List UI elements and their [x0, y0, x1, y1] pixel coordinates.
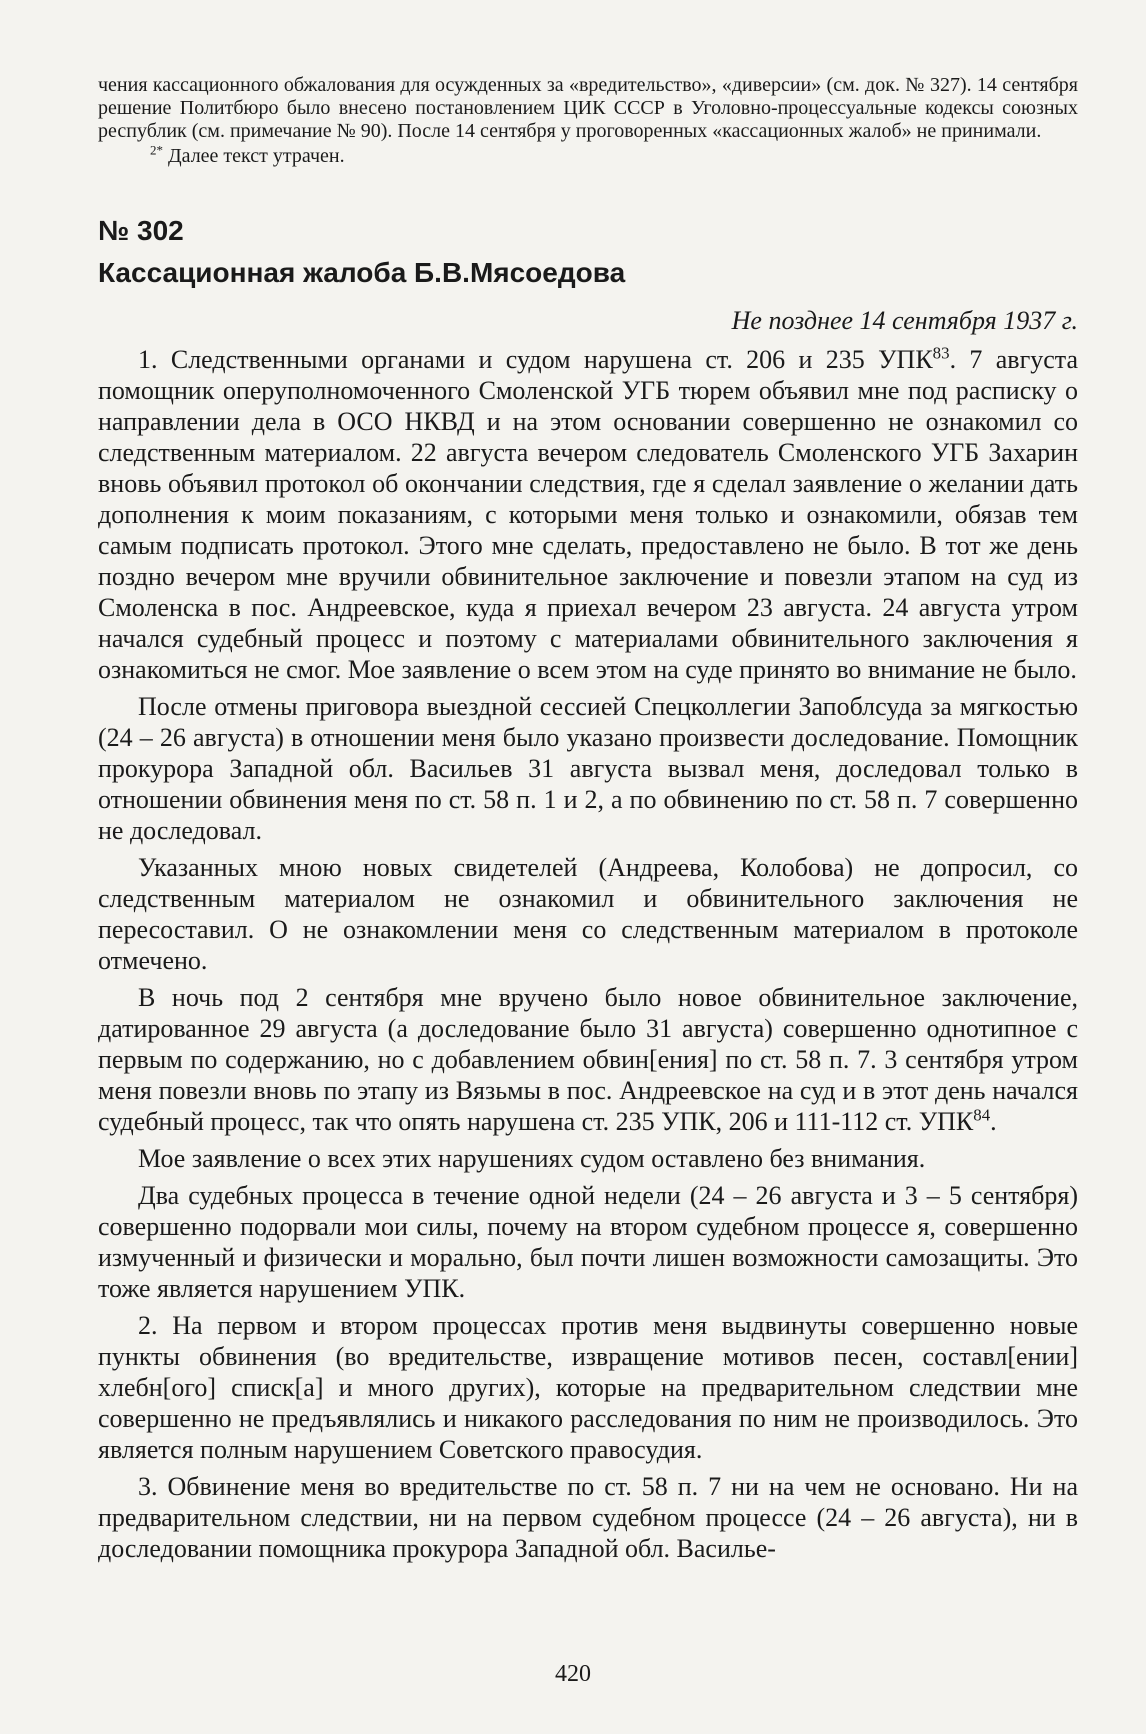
paragraph-6: Два судебных процесса в течение одной недели (24 – 26 августа и 3 – 5 сентября) совершенно подорвали мои силы, почему на втором судебном процессе я, совершенно измученный и физически и морально, был почти лишен возможности самозащиты. Это тоже является нарушением УПК.: [98, 1181, 1078, 1303]
paragraph-4: [98, 982, 1078, 1137]
paragraph-5: Мое заявление о всех этих нарушениях судом оставлено без внимания.: [138, 1144, 926, 1173]
footnote-continuation: чения кассационного обжалования для осужденных за «вредительство», «диверсии» (см. док. № 327). 14 сентября решение Политбюро было внесено постановлением ЦИК СССР в Уголовно-процессуальные кодексы союзных республик (см. примечание № 90). После 14 сентября у проговоренных «кассационных жалоб» не принимали.: [98, 74, 1078, 142]
document-date: Не позднее 14 сентября 1937 г.: [731, 306, 1078, 335]
document-number: № 302: [98, 215, 184, 246]
footnote-2: [98, 142, 1078, 168]
paragraph-tail: .: [990, 1107, 997, 1136]
paragraph-tail: . 7 августа помощник оперуполномоченного Смоленской УГБ тюрем объявил мне под расписку о направлении дела в ОСО НКВД и на этом основании совершенно не ознакомил со следственным материалом. 22 августа вечером следователь Смоленского УГБ Захарин вновь объявил протокол об окончании следствия, где я сделал заявление о желании дать дополнения к моим показаниям, с которыми меня только и ознакомили, обязав тем самым подписать протокол. Этого мне сделать, предоставлено не было. В тот же день поздно вечером мне вручили обвинительное заключение и повезли этапом на суд из Смоленска в пос. Андреевское, куда я приехал вечером 23 августа. 24 августа утром начался судебный процесс и поэтому с материалами обвинительного заключения я ознакомиться не смог. Мое заявление о всем этом на суде принято во внимание не было.: [98, 345, 1079, 684]
footnote-mark: 2*: [150, 142, 163, 158]
footnote-text: Далее текст утрачен.: [168, 145, 345, 167]
paragraph-3: Указанных мною новых свидетелей (Андреева, Колобова) не допросил, со следственным материалом не ознакомил и обвинительного заключения не пересоставил. О не ознакомлении меня со следственным материалом в протоколе отмечено.: [98, 853, 1078, 975]
paragraph-text: 1. Следственными органами и судом нарушена ст. 206 и 235 УПК: [138, 345, 933, 374]
paragraph-8: 3. Обвинение меня во вредительстве по ст. 58 п. 7 ни на чем не основано. Ни на предварительном следствии, ни на первом судебном процессе (24 – 26 августа), ни в доследовании помощника прокурора Западной обл. Василье-: [98, 1472, 1078, 1563]
endnote-ref-83: 83: [932, 343, 950, 363]
page-body: [98, 74, 1078, 1564]
paragraph-7: 2. На первом и втором процессах против меня выдвинуты совершенно новые пункты обвинения (во вредительстве, извращение мотивов песен, составл[ении] хлебн[ого] списк[а] и много других), которые на предварительном следствии мне совершенно не предъявлялись и никакого расследования по ним не производилось. Это является полным нарушением Советского правосудия.: [98, 1311, 1078, 1464]
page-number: 420: [555, 1661, 591, 1687]
paragraph-1: [98, 344, 1078, 685]
document-title: Кассационная жалоба Б.В.Мясоедова: [98, 257, 626, 288]
endnote-ref-84: 84: [973, 1105, 991, 1125]
paragraph-2: После отмены приговора выездной сессией Спецколлегии Запоблсуда за мягкостью (24 – 26 августа) в отношении меня было указано произвести доследование. Помощник прокурора Западной обл. Васильев 31 августа вызвал меня, доследовал только в отношении обвинения меня по ст. 58 п. 1 и 2, а по обвинению по ст. 58 п. 7 совершенно не доследовал.: [98, 692, 1078, 845]
paragraph-text: В ночь под 2 сентября мне вручено было новое обвинительное заключение, датированное 29 августа (а доследование было 31 августа) совершенно однотипное с первым по содержанию, но с добавлением обвин[ения] по ст. 58 п. 7. 3 сентября утром меня повезли вновь по этапу из Вязьмы в пос. Андреевское на суд и в этот день начался судебный процесс, так что опять нарушена ст. 235 УПК, 206 и 111-112 ст. УПК: [98, 983, 1078, 1136]
